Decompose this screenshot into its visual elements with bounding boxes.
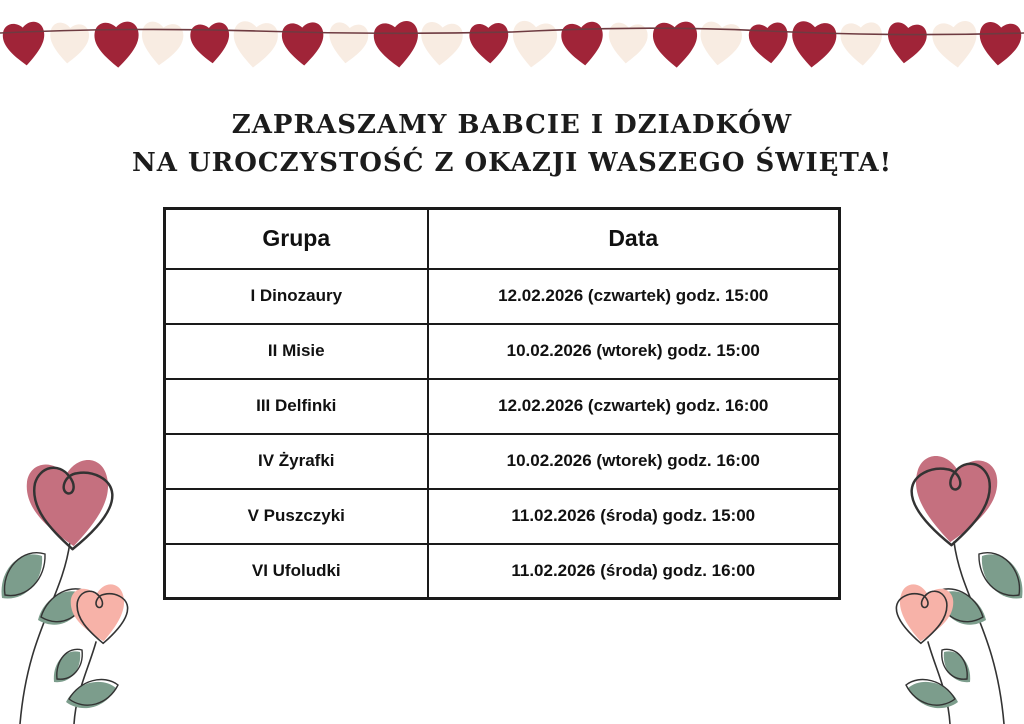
table-row bbox=[165, 489, 840, 544]
table-row bbox=[165, 324, 840, 379]
pink-heart-flower bbox=[69, 582, 136, 651]
dark-heart-icon bbox=[281, 22, 325, 67]
cream-heart-icon bbox=[840, 22, 884, 67]
dark-heart-icon bbox=[373, 20, 422, 70]
leaf bbox=[54, 649, 82, 682]
cream-heart-icon bbox=[231, 20, 279, 69]
group-cell: V Puszczyki bbox=[165, 489, 428, 544]
flower-group-left bbox=[2, 457, 136, 724]
dark-heart-icon bbox=[789, 20, 837, 69]
leaf bbox=[942, 649, 970, 682]
rose-heart-flower bbox=[24, 457, 121, 558]
dark-heart-icon bbox=[189, 22, 232, 66]
dark-heart-icon bbox=[885, 21, 928, 65]
dark-heart-icon bbox=[560, 21, 606, 68]
table-row bbox=[165, 544, 840, 599]
cream-heart-icon bbox=[419, 21, 464, 67]
dark-heart-icon bbox=[2, 21, 48, 68]
date-cell: 12.02.2026 (czwartek) godz. 16:00 bbox=[428, 379, 840, 434]
group-cell: VI Ufoludki bbox=[165, 544, 428, 599]
cream-heart-icon bbox=[48, 22, 90, 65]
heart-garland bbox=[0, 0, 1024, 78]
date-cell: 11.02.2026 (środa) godz. 15:00 bbox=[428, 489, 840, 544]
column-header: Grupa bbox=[165, 209, 428, 269]
dark-heart-icon bbox=[977, 21, 1022, 67]
cream-heart-icon bbox=[509, 20, 558, 70]
invitation-title-line2: NA UROCZYSTOŚĆ Z OKAZJI WASZEGO ŚWIĘTA! bbox=[132, 148, 892, 178]
cream-heart-icon bbox=[138, 20, 184, 67]
dark-heart-icon bbox=[94, 21, 140, 69]
group-cell: III Delfinki bbox=[165, 379, 428, 434]
date-cell: 10.02.2026 (wtorek) godz. 15:00 bbox=[428, 324, 840, 379]
rose-heart-flower bbox=[903, 453, 1000, 554]
garland-hearts bbox=[2, 20, 1023, 70]
dark-heart-icon bbox=[748, 22, 791, 66]
date-cell: 11.02.2026 (środa) godz. 16:00 bbox=[428, 544, 840, 599]
invitation-title bbox=[0, 106, 1024, 182]
column-header: Data bbox=[428, 209, 840, 269]
leaf bbox=[906, 680, 958, 709]
heart-flower-right bbox=[848, 430, 1024, 724]
heart-flower-left bbox=[0, 430, 176, 724]
table-row bbox=[165, 269, 840, 324]
table-row bbox=[165, 434, 840, 489]
cream-heart-icon bbox=[697, 20, 743, 67]
leaf bbox=[2, 553, 46, 599]
header-row bbox=[165, 209, 840, 269]
cream-heart-icon bbox=[931, 20, 980, 70]
leaf bbox=[66, 680, 118, 709]
table-row bbox=[165, 379, 840, 434]
date-cell: 12.02.2026 (czwartek) godz. 15:00 bbox=[428, 269, 840, 324]
leaf bbox=[979, 553, 1023, 599]
date-cell: 10.02.2026 (wtorek) godz. 16:00 bbox=[428, 434, 840, 489]
dark-heart-icon bbox=[469, 23, 510, 65]
pink-heart-flower bbox=[889, 582, 956, 651]
flower-group-right bbox=[889, 453, 1023, 724]
cream-heart-icon bbox=[326, 21, 369, 65]
group-cell: IV Żyrafki bbox=[165, 434, 428, 489]
group-cell: I Dinozaury bbox=[165, 269, 428, 324]
schedule-table bbox=[163, 207, 841, 600]
invitation-title-line1: ZAPRASZAMY BABCIE I DZIADKÓW bbox=[231, 110, 793, 140]
group-cell: II Misie bbox=[165, 324, 428, 379]
